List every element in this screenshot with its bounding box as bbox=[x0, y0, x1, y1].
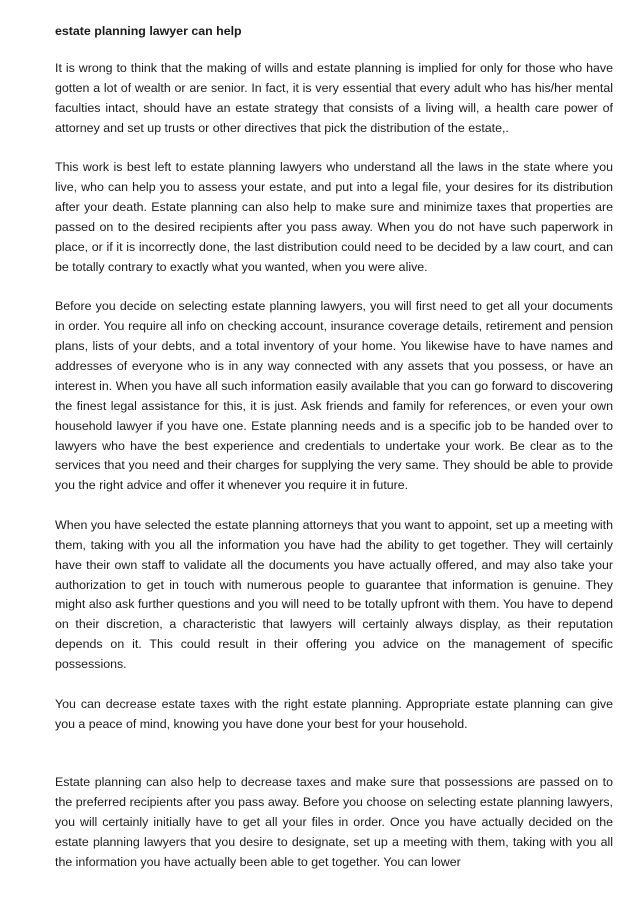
paragraph-3: Before you decide on selecting estate planning lawyers, you will first need to get all your documents in order. You require all info on checking account, insurance coverage details, retirement and pension plans, lists of your debts, and a total inventory of your home. You likewise have to have names and addresses of everyone who is in any way connected with any assets that you possess, or have an interest in. When you have all such information easily available that you can go forward to discovering the finest legal assistance for this, it is just. Ask friends and family for references, or even your own household lawyer if you have one. Estate planning needs and is a specific job to be handed over to lawyers who have the best experience and credentials to undertake your work. Be clear as to the services that you need and their charges for supplying the very same. They should be able to provide you the right advice and offer it whenever you require it in future. bbox=[55, 299, 613, 493]
paragraph-5: You can decrease estate taxes with the right estate planning. Appropriate estate planning can give you a peace of mind, knowing you have done your best for your household. bbox=[55, 696, 613, 731]
document-page bbox=[55, 22, 613, 893]
paragraph-4: When you have selected the estate planning attorneys that you want to appoint, set up a meeting with them, taking with you all the information you have had the ability to get together. They will certainly have their own staff to validate all the documents you have actually offered, and may also take your authorization to get in touch with numerous people to guarantee that information is genuine. They might also ask further questions and you will need to be totally upfront with them. You have to depend on their discretion, a characteristic that lawyers will certainly always display, as their reputation depends on it. This could result in their offering you advice on the management of specific possessions. bbox=[55, 517, 613, 672]
document-title: estate planning lawyer can help bbox=[55, 24, 242, 38]
paragraph-1: It is wrong to think that the making of wills and estate planning is implied for only for those who have gotten a lot of wealth or are senior. In fact, it is very essential that every adult who has his/her mental faculties intact, should have an estate strategy that consists of a living will, a health care power of attorney and set up trusts or other directives that pick the distribution of the estate,. bbox=[55, 60, 613, 135]
paragraph-2: This work is best left to estate planning lawyers who understand all the laws in the state where you live, who can help you to assess your estate, and put into a legal file, your desires for its distribution after your death. Estate planning can also help to make sure and minimize taxes that properties are passed on to the desired recipients after you pass away. When you do not have such paperwork in place, or if it is incorrectly done, the last distribution could need to be decided by a law court, and can be totally contrary to exactly what you wanted, when you were alive. bbox=[55, 160, 613, 274]
paragraph-6: Estate planning can also help to decrease taxes and make sure that possessions are passed on to the preferred recipients after you pass away. Before you choose on selecting estate planning lawyers, you will certainly initially have to get all your files in order. Once you have actually decided on the estate planning lawyers that you desire to designate, set up a meeting with them, taking with you all the information you have actually been able to get together. You can lower bbox=[55, 775, 613, 870]
